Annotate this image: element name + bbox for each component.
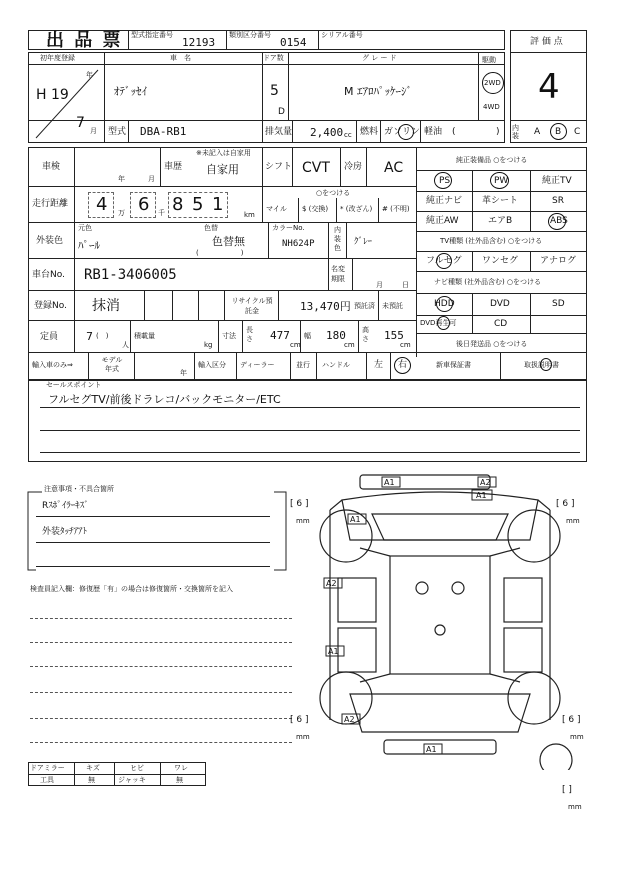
- navi-hdd: HDD: [434, 299, 455, 309]
- inspect-month: 月: [148, 175, 155, 183]
- unknown-option: # (不明): [382, 205, 410, 213]
- mileage-note: ○をつける: [316, 189, 351, 197]
- inspector-label: 検査員記入欄：修復歴「有」の場合は修復箇所・交換箇所を記入: [30, 585, 233, 593]
- equip-leather: 革シート: [482, 196, 519, 206]
- mileage-digit-4: 5: [192, 194, 204, 215]
- equip-abs: ABS: [550, 216, 568, 226]
- height-label: 高さ: [362, 326, 369, 343]
- serial-label: シリアル番号: [321, 31, 363, 39]
- mark-7: A2: [344, 715, 355, 724]
- import-dealer: ディーラー: [240, 361, 275, 369]
- use-note: ※未記入は自家用: [196, 149, 251, 157]
- mileage-digit-3: 8: [172, 194, 184, 215]
- model-year-label: モデル年式: [101, 356, 123, 373]
- drive-2wd: 2WD: [484, 79, 501, 87]
- import-year: 年: [180, 369, 187, 377]
- tire-rr-mm: mm: [570, 733, 584, 741]
- tire-rl: [ 6 ]: [290, 715, 309, 725]
- reg-month: 7: [76, 115, 85, 131]
- manual-circle: [540, 358, 552, 371]
- kg-unit: kg: [204, 341, 213, 349]
- color-label: 外装色: [36, 236, 64, 246]
- score-value: 4: [538, 67, 560, 107]
- person-unit: 人: [122, 341, 129, 349]
- mileage-digit-1: 4: [96, 194, 108, 215]
- navi-title: ナビ種類 (社外品含む) ○をつける: [434, 278, 542, 286]
- width-label: 幅: [304, 332, 311, 340]
- notes-label: 注意事項・不具合箇所: [44, 485, 114, 493]
- interior-b-circle: [550, 123, 567, 140]
- equip-sr: SR: [552, 196, 564, 206]
- change-value: 色替無: [212, 235, 245, 248]
- man-unit: 万: [118, 209, 125, 217]
- sales-label: セールスポイント: [46, 381, 102, 389]
- inspect-year: 年: [118, 175, 125, 183]
- exchange-option: $ (交換): [302, 205, 329, 213]
- capacity-value: 7: [86, 330, 93, 343]
- model-label: 型式: [108, 127, 127, 137]
- mark-4: A1: [350, 515, 361, 524]
- deposited: 預託済: [354, 302, 375, 310]
- legend-tools: 工具: [40, 776, 54, 784]
- mileage-digit-5: 1: [212, 194, 224, 215]
- shift-value: CVT: [302, 160, 330, 176]
- reg-era: H 19: [36, 87, 69, 103]
- equip-title: 純正装備品 ○をつける: [456, 156, 528, 164]
- score-label: 評 価 点: [530, 37, 563, 47]
- navi-dvd: DVD: [490, 299, 510, 309]
- tire-fl-mm: mm: [296, 517, 310, 525]
- equip-pw: PW: [494, 176, 509, 186]
- equip-airbag: エアB: [488, 216, 513, 226]
- fuel-light-oil: 軽油: [424, 127, 443, 137]
- fullseg-circle: [436, 253, 452, 269]
- equip-aw: 純正AW: [426, 216, 459, 226]
- ps-circle: [434, 172, 452, 189]
- name-change-label: 名変期限: [331, 265, 345, 283]
- tv-fullseg: フルセグ: [426, 256, 462, 266]
- later-manual: 取扱説明書: [524, 361, 559, 369]
- doors-label: ドア数: [263, 54, 284, 62]
- tire-fr: [ 6 ]: [556, 499, 575, 509]
- length-cm: cm: [290, 341, 301, 349]
- mark-5: A2: [326, 579, 337, 588]
- fuel-label: 燃料: [360, 127, 379, 137]
- dvd-play-circle: [437, 316, 450, 330]
- car-name: ｵﾃﾞｯｾｲ: [114, 85, 147, 98]
- mark-1: A1: [384, 478, 395, 487]
- equip-ps: PS: [439, 176, 451, 186]
- load-label: 積載量: [134, 332, 155, 340]
- tire-spare: [ ]: [562, 785, 572, 795]
- import-label: 輸入車のみ⇒: [32, 361, 73, 369]
- legend-hibi: ヒビ: [130, 764, 144, 772]
- color-code-label: カラーNo.: [272, 224, 305, 232]
- mark-3: A1: [476, 491, 487, 500]
- model-value: DBA-RB1: [140, 125, 187, 138]
- nc-day: 日: [402, 281, 409, 289]
- color-code: NH624P: [282, 239, 315, 249]
- equip-tv: 純正TV: [542, 176, 572, 186]
- interior-a: A: [534, 127, 541, 137]
- drive-label: 駆動: [482, 56, 496, 64]
- tire-rr: [ 6 ]: [562, 715, 581, 725]
- kata-no: 12193: [182, 36, 216, 49]
- legend-jack-val: 無: [176, 776, 183, 784]
- ac-label: 冷房: [344, 162, 363, 172]
- orig-color-label: 元色: [78, 224, 92, 232]
- inspect-label: 車検: [42, 162, 61, 172]
- interior-label: 内装: [512, 124, 519, 140]
- handle-right-circle: [394, 357, 411, 374]
- capacity-label: 定員: [40, 332, 59, 342]
- disp-label: 排気量: [265, 127, 293, 137]
- legend-kizu: キズ: [86, 764, 100, 772]
- drive-4wd: 4WD: [483, 103, 500, 111]
- fuel-circle: [398, 124, 414, 140]
- orig-color: ﾊﾟｰﾙ: [78, 239, 100, 252]
- tv-oneseg: ワンセグ: [482, 256, 519, 266]
- height-cm: cm: [400, 341, 411, 349]
- note-2: 外装ﾀｯﾁｱｱﾄ: [42, 527, 88, 537]
- mark-6: A1: [328, 647, 339, 656]
- int-color-label: 内装色: [334, 226, 341, 252]
- abs-circle: [548, 213, 566, 230]
- reg-label: 初年度登録: [40, 54, 75, 62]
- interior-c: C: [574, 127, 581, 137]
- handle-right: 右: [398, 360, 408, 370]
- recycle-label: リサイクル預託金: [231, 297, 273, 315]
- later-warranty: 新車保証書: [436, 361, 471, 369]
- height-value: 155: [384, 329, 404, 342]
- paren-right: ): [496, 127, 500, 137]
- car-diagram: [290, 470, 590, 770]
- mileage-digit-2: 6: [138, 194, 150, 215]
- navi-dvd-play: DVD再生可: [420, 319, 457, 327]
- mile-option: マイル: [266, 205, 287, 213]
- width-cm: cm: [344, 341, 355, 349]
- pw-circle: [490, 172, 509, 189]
- fuel-gasoline: ガソリン: [384, 127, 421, 137]
- width-value: 180: [326, 329, 346, 342]
- door-count: 5: [270, 83, 279, 99]
- mileage-label: 走行距離: [32, 199, 69, 209]
- handle-left: 左: [374, 360, 384, 370]
- navi-cd: CD: [494, 319, 508, 329]
- handle-label: ハンドル: [322, 361, 350, 369]
- legend-jack: ジャッキ: [118, 776, 146, 784]
- kata-label: 型式指定番号: [131, 31, 173, 39]
- hdd-circle: [436, 296, 453, 312]
- note-1: Rｽﾎﾟｲﾗｰｷｽﾞ: [42, 501, 89, 511]
- mark-8: A1: [426, 745, 437, 754]
- recycle-amount: 13,470円: [300, 300, 351, 313]
- rui-no: 0154: [280, 36, 307, 49]
- displacement: 2,400: [310, 126, 344, 139]
- shift-label: シフト: [265, 162, 293, 172]
- registration-label: 登録No.: [34, 301, 67, 311]
- legend-mirror: ドアミラー: [30, 764, 65, 772]
- not-deposited: 未預託: [382, 302, 403, 310]
- history-label: 車歴: [164, 162, 183, 172]
- change-paren: ( ): [196, 249, 244, 257]
- mark-2: A2: [480, 478, 491, 487]
- registration-value: 抹消: [92, 298, 120, 314]
- grade-value: M ｴｱﾛﾊﾟｯｹｰｼﾞ: [344, 85, 412, 98]
- import-div-label: 輸入区分: [198, 361, 226, 369]
- sen-unit: 千: [158, 209, 165, 217]
- tv-analog: アナログ: [540, 256, 577, 266]
- grade-label: グ レ ー ド: [362, 54, 397, 62]
- history-value: 自家用: [206, 163, 239, 176]
- change-label: 色替: [204, 224, 218, 232]
- ac-value: AC: [384, 160, 404, 176]
- navi-sd: SD: [552, 299, 565, 309]
- chassis-label: 車台No.: [32, 270, 65, 280]
- month-unit: 月: [90, 127, 97, 135]
- km-unit: km: [244, 211, 255, 219]
- chassis-no: RB1-3406005: [84, 267, 177, 283]
- tire-rl-mm: mm: [296, 733, 310, 741]
- rui-label: 類別区分番号: [229, 31, 271, 39]
- int-color: ｸﾞﾚｰ: [354, 237, 373, 247]
- legend-ware: ワレ: [174, 764, 188, 772]
- year-unit: 年: [86, 71, 93, 79]
- legend-tools-val: 無: [88, 776, 95, 784]
- tire-spare-mm: mm: [568, 803, 582, 811]
- later-title: 後日発送品 ○をつける: [456, 340, 528, 348]
- tire-fl: [ 6 ]: [290, 499, 309, 509]
- tamper-option: * (改ざん): [340, 205, 373, 213]
- length-label: 長さ: [246, 326, 253, 343]
- cc-unit: cc: [344, 131, 352, 139]
- tv-title: TV種類 (社外品含む) ○をつける: [440, 237, 543, 245]
- import-parallel: 並行: [296, 361, 310, 369]
- sales-text: フルセグTV/前後ドラレコ/バックモニター/ETC: [48, 393, 281, 406]
- form-title: 出 品 票: [46, 30, 123, 51]
- tire-fr-mm: mm: [566, 517, 580, 525]
- equip-navi: 純正ナビ: [426, 196, 463, 206]
- nc-month: 月: [376, 281, 383, 289]
- interior-b: B: [555, 127, 562, 137]
- paren-left: (: [452, 127, 456, 137]
- door-suffix: D: [278, 107, 285, 117]
- name-label: 車 名: [170, 54, 191, 62]
- capacity-paren: ( ): [96, 332, 109, 340]
- dim-label: 寸法: [222, 332, 236, 340]
- length-value: 477: [270, 329, 290, 342]
